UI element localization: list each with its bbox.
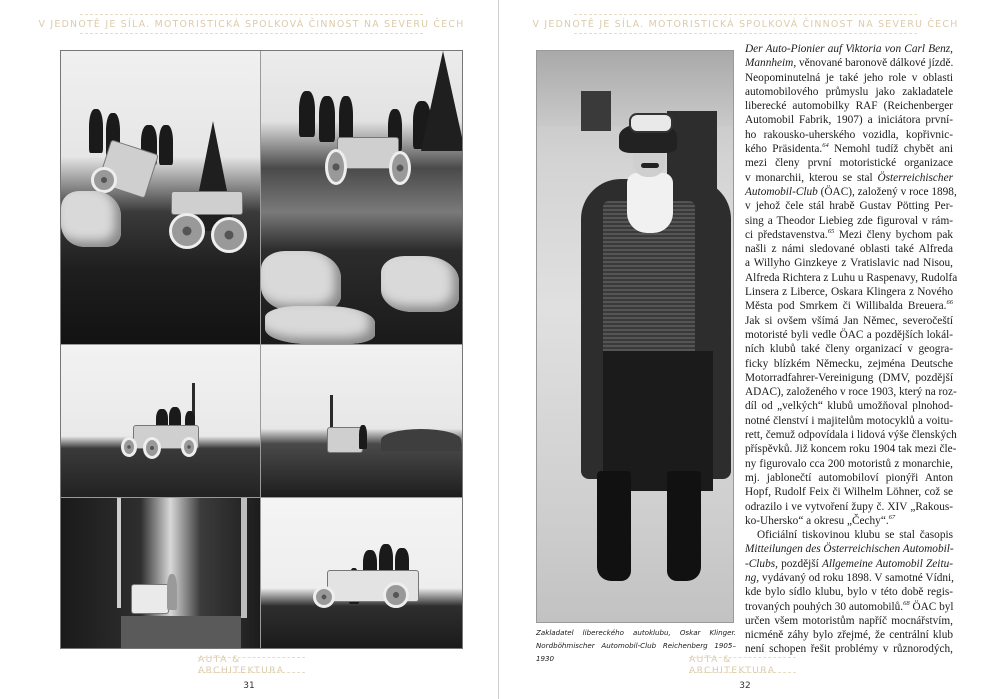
text-line — [745, 385, 957, 399]
italic-text: Österreichischer — [877, 171, 953, 184]
text-line — [745, 128, 953, 142]
text-run: mj. jablonečtí automobiloví pionýři Anton — [745, 471, 953, 484]
photo-car-hillside-boulders — [261, 51, 462, 344]
text-run: věnované baronově dálkové jízdě. — [796, 57, 954, 70]
text-line — [745, 585, 953, 599]
italic-text: Der Auto-Pionier auf Viktoria von Carl Benz, — [745, 43, 953, 55]
italic-text: -Clubs, — [745, 557, 778, 570]
footnote-ref: 66 — [946, 299, 953, 307]
boulder — [261, 251, 341, 311]
text-run: ficky blízkém Německu, zejména Deutsche — [745, 357, 953, 370]
text-run: (ÖAC), založený v roce 1898, — [817, 185, 957, 198]
text-line — [745, 571, 953, 585]
text-line — [745, 299, 953, 313]
text-line — [745, 628, 953, 642]
text-line — [745, 642, 953, 656]
text-run: pozdější — [777, 557, 822, 570]
text-line — [745, 485, 953, 499]
footnote-ref: 65 — [827, 228, 835, 236]
photo-grid — [60, 50, 463, 649]
page-number: 32 — [739, 681, 751, 691]
building-window — [581, 91, 611, 131]
text-run: rett, čemuž odpovídala i lidová výše členských — [745, 429, 957, 442]
italic-text: Mitteilungen des Österreichischen Automobil- — [745, 543, 954, 556]
text-run: v monarchii, kterou se stal — [745, 171, 878, 184]
text-line — [745, 414, 953, 428]
text-line — [745, 42, 953, 56]
text-line — [745, 242, 953, 256]
text-run: není schopen řešit problémy v různorodých, — [745, 643, 953, 656]
text-run: v jehož čele stál hrabě Gustav Pötting Per- — [745, 200, 953, 213]
car-wheel — [313, 586, 335, 608]
text-run: notné členství i majitelům motocyklů a voitu- — [745, 414, 953, 427]
text-run: Alfreda Richtera z Luhu u Raspenavy, Rudolfa — [745, 271, 958, 284]
text-line — [745, 557, 953, 571]
text-line — [745, 471, 953, 485]
text-run: automobilového průmyslu jako zakladatele — [745, 85, 953, 98]
person-figure — [89, 109, 103, 153]
car-wheel — [211, 217, 247, 253]
text-line — [745, 85, 953, 99]
person-figure — [359, 425, 367, 449]
running-head: V JEDNOTĚ JE SÍLA. MOTORISTICKÁ SPOLKOVÁ ČINNOST NA SEVERU ČECH — [574, 14, 917, 34]
text-run: Nemohl tudíž chybět ani — [828, 143, 953, 156]
goggles-icon — [629, 113, 673, 133]
footer-series-label: AUTA & ARCHITEKTURA — [689, 657, 796, 673]
text-run: odrazilo i ve vytvoření župy č. XIV „Rakous- — [745, 500, 953, 513]
car-wheel — [143, 437, 161, 459]
person-figure — [299, 91, 315, 137]
text-run: Oficiální tiskovinou klubu se stal časopis — [757, 529, 953, 542]
page-number: 31 — [243, 681, 255, 691]
text-run: a Willyho Ginzkeye z Vratislavic nad Nisou, — [745, 257, 953, 270]
photo-car-summit-hill — [261, 345, 462, 497]
text-line — [745, 113, 953, 127]
text-line — [745, 328, 953, 342]
photo-car-rocky-slope — [61, 51, 260, 344]
photo-open-car-summit — [261, 498, 462, 648]
boot-right — [667, 471, 701, 581]
text-run: sing a Theodor Liebieg zde figuroval v rám- — [745, 214, 953, 227]
car-wheel — [389, 151, 411, 185]
tree-trunk — [117, 498, 121, 608]
text-line — [745, 56, 953, 70]
footnote-ref: 68 — [903, 599, 910, 607]
person-figure — [167, 574, 177, 610]
boulder — [381, 256, 459, 312]
text-run: ko-Uhersko“ a okresu „Čechy“. — [745, 514, 889, 527]
text-line — [745, 428, 957, 442]
trousers — [603, 351, 713, 491]
text-line — [745, 214, 953, 228]
spruce-tree — [421, 51, 462, 151]
text-run: Automobil Fabrik, 1907) a iniciátora první- — [745, 114, 953, 127]
tree-trunk — [241, 498, 247, 618]
running-head: V JEDNOTĚ JE SÍLA. MOTORISTICKÁ SPOLKOVÁ ČINNOST NA SEVERU ČECH — [80, 14, 423, 34]
photo-caption: Zakladatel libereckého autoklubu, Oskar Klinger. Nordböhmischer Automobil-Club Reichenberg 1905–1930 — [536, 628, 736, 663]
text-run: kého Präsidenta. — [745, 143, 823, 156]
text-line — [745, 228, 953, 242]
person-figure — [339, 96, 353, 142]
text-run: Mezi členy bychom pak — [834, 228, 953, 241]
body-text-column — [745, 42, 958, 657]
footnote-ref: 67 — [888, 514, 896, 522]
text-run: ních klubů také členy organizací v geogra- — [745, 343, 953, 356]
text-line — [745, 357, 953, 371]
car-body — [327, 427, 363, 453]
text-line — [745, 142, 953, 156]
italic-text: Mannheim, — [745, 57, 797, 70]
text-run: mezi členy první motoristické organizace — [745, 157, 953, 170]
text-line — [745, 399, 953, 413]
text-line — [745, 256, 953, 270]
text-line — [745, 371, 953, 385]
photo-car-summit-pole — [61, 345, 260, 497]
text-run: ÖAC byl — [909, 600, 954, 613]
person-figure — [319, 96, 335, 142]
text-run: určen všem motoristům napříč mocnářstvím, — [745, 614, 953, 627]
text-run: ADAC), založeného v roce 1903, který na roz- — [745, 386, 957, 399]
forest-road — [121, 616, 241, 648]
text-run: Jak si ovšem všímá Jan Němec, severočeští — [745, 314, 953, 327]
text-line — [745, 71, 953, 85]
text-line — [745, 185, 957, 199]
footer-series-label: AUTA & ARCHITEKTURA — [198, 657, 305, 673]
text-line — [745, 314, 953, 328]
text-run: ho rakousko-uherského vozidla, kopřivnic- — [745, 128, 953, 141]
left-page — [0, 0, 498, 699]
text-run: příspěvků. Již koncem roku 1904 tak mezi čle- — [745, 443, 957, 456]
italic-text: Allgemeine Automobil Zeitu- — [821, 557, 953, 570]
text-run: motoristé byli vedle ÖAC a pozdějších lokál- — [745, 328, 953, 341]
car-wheel — [121, 437, 137, 457]
text-run: Hopf, Rudolf Feix či Wilhelm Löhner, což se — [745, 486, 953, 499]
text-line — [745, 500, 953, 514]
text-run: Města pod Smrkem či Willibalda Breuera. — [745, 300, 947, 313]
text-line — [745, 156, 953, 170]
footnote-ref: 64 — [822, 142, 829, 150]
italic-text: Automobil-Club — [745, 185, 818, 198]
text-run: ny figurovalo cca 200 motoristů z monarchie, — [745, 457, 953, 470]
text-run: ci představenstva. — [745, 228, 828, 241]
text-run: Motorradfahrer-Vereinigung (DMV, pozdější — [745, 371, 953, 384]
boulder — [265, 306, 375, 344]
text-run: kde bylo sídlo klubu, bylo v této době regis- — [745, 586, 953, 599]
text-run: našli z námi sledované oblasti také Alfreda — [745, 243, 953, 256]
distant-hill — [381, 429, 461, 451]
mustache — [641, 163, 659, 168]
text-line — [745, 600, 953, 614]
text-line — [745, 614, 953, 628]
text-line — [745, 171, 953, 185]
car-wheel — [383, 582, 409, 608]
text-line — [745, 457, 953, 471]
text-run: vydávaný od roku 1898. V samotné Vídni, — [759, 571, 954, 584]
text-run: Neopominutelná je také jeho role v oblasti — [745, 71, 953, 84]
white-scarf — [627, 173, 673, 233]
text-line — [745, 342, 953, 356]
text-run: liberecké automobilky RAF (Reichenberger — [745, 100, 953, 113]
boot-left — [597, 471, 631, 581]
text-line — [745, 514, 953, 528]
car-body — [131, 584, 169, 614]
text-run: díl od „velkých“ klubů umožňoval plnohod- — [745, 400, 953, 413]
car-body — [171, 191, 243, 215]
rock — [61, 191, 121, 247]
text-run: trovaných pouhých 30 automobilů. — [745, 600, 904, 613]
text-run: Linsera z Liberce, Oskara Klingera z Nového — [745, 286, 953, 299]
car-wheel — [169, 213, 205, 249]
portrait-photo-oskar-klinger — [536, 50, 734, 623]
car-wheel — [325, 149, 347, 185]
text-line — [745, 528, 953, 542]
person-figure — [159, 125, 173, 165]
photo-car-forest-road — [61, 498, 260, 648]
text-line — [745, 99, 953, 113]
italic-text: ng, — [745, 571, 760, 584]
car-wheel — [91, 167, 117, 193]
text-line — [745, 285, 953, 299]
text-line — [745, 271, 958, 285]
car-wheel — [181, 437, 197, 457]
text-line — [745, 542, 953, 556]
text-run: nicméně záhy bylo zřejmé, že centrální klub — [745, 629, 953, 642]
text-line — [745, 199, 953, 213]
text-line — [745, 442, 957, 456]
